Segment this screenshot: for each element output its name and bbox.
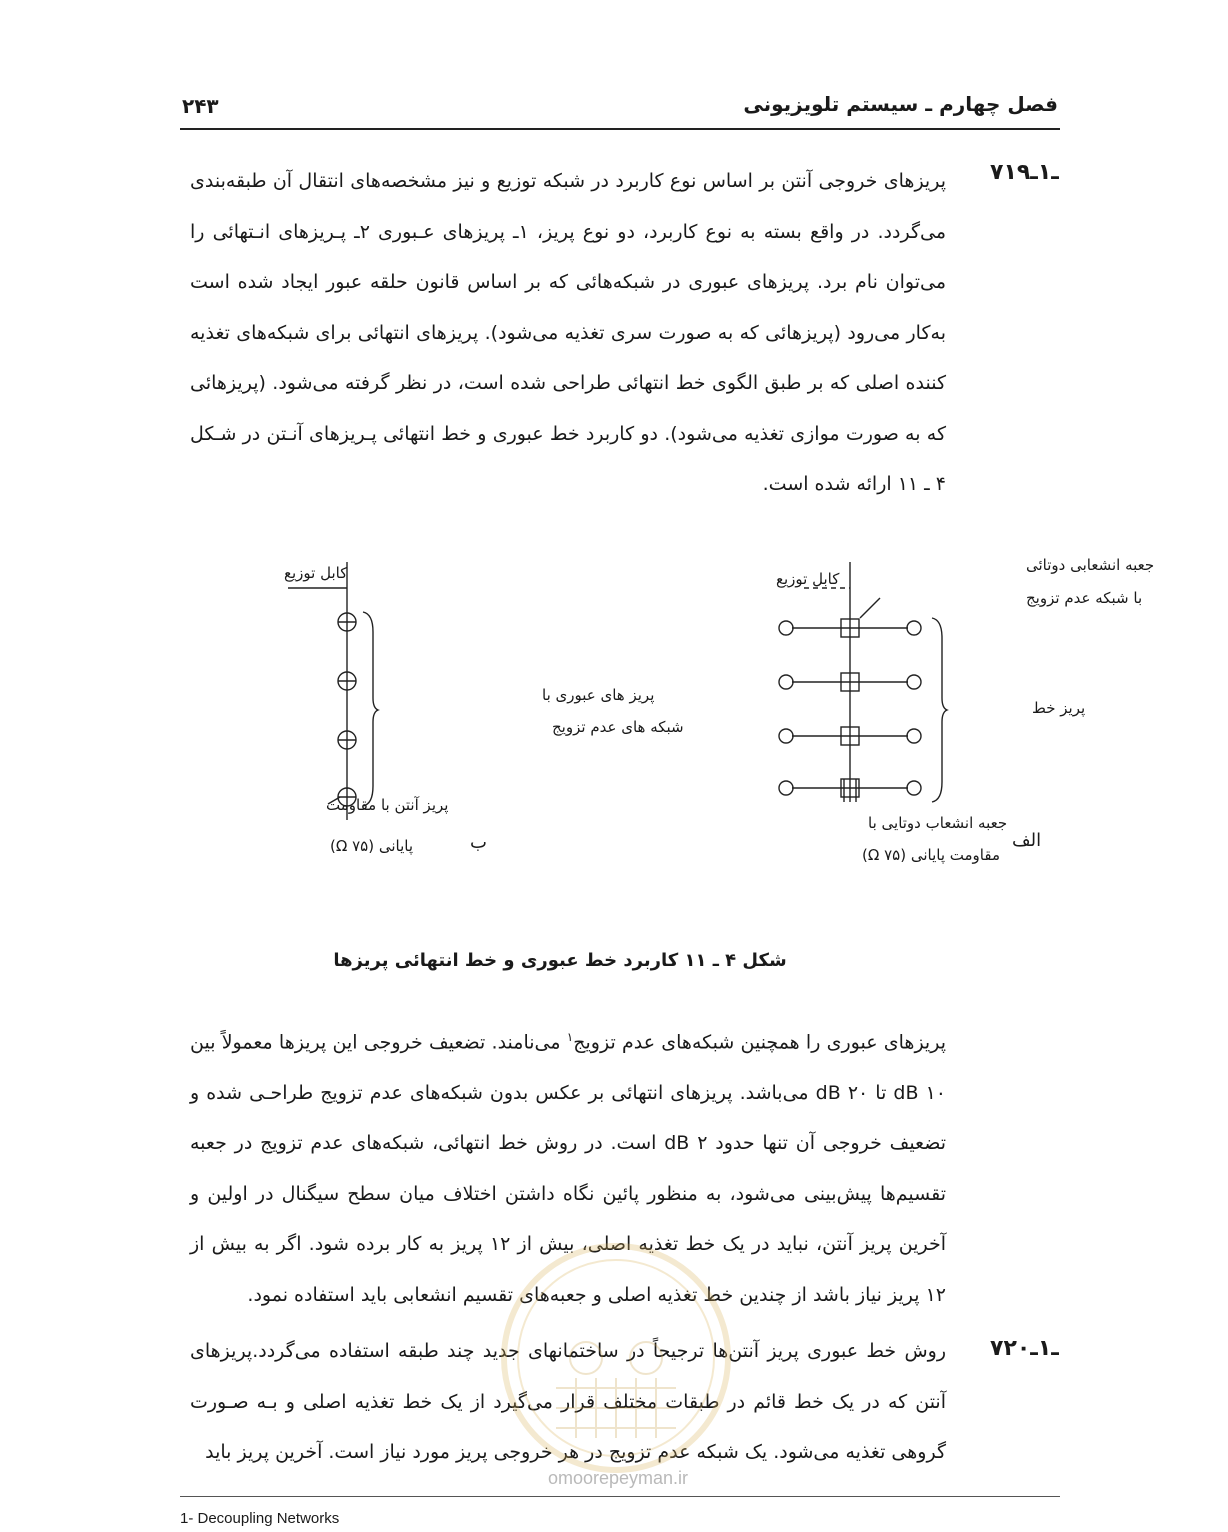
outlet-circle	[779, 675, 793, 689]
label-alef-end-2: مقاومت پایانی (۷۵ Ω)	[862, 846, 1000, 864]
outlet-circle	[779, 621, 793, 635]
section-19-text: پریزهای خروجی آنتن بر اساس نوع کاربرد در شبکه توزیع و نیز مشخصه‌های انتقال آن طبقه‌بندی می‌گردد. در واقع بسته به نوع کاربرد، دو نوع پریز، ۱ـ پریزهای عـبوری ۲ـ پـریزهای انـتهائی را می‌توان نام برد. پریزهای عبوری در شبکه‌هائی که بر اساس قانون حلقه عبور ایجاد شده است به‌کار می‌رود (پریزهائی که به صورت سری تغذیه می‌شود). پریزهای انتهائی برای شبکه‌های تغذیه کننده اصلی که بر طبق الگوی خط انتهائی طراحی شده است، در نظر گرفته می‌شود. (پریزهائی که به صورت موازی تغذیه می‌شود). دو کاربرد خط عبوری و خط انتهائی پـریزهای آنـتن در شـکل ۴ ـ ۱۱ ارائه شده است.	[190, 170, 946, 495]
figure-part-alef	[779, 562, 947, 802]
outlet-circle	[907, 781, 921, 795]
header-rule	[180, 128, 1060, 130]
brace	[363, 612, 378, 806]
outlet-circle	[779, 729, 793, 743]
figure-4-11	[180, 540, 1155, 890]
watermark-url: omoorepeyman.ir	[547, 1468, 689, 1488]
figure-part-b	[288, 562, 378, 820]
outlet-circle	[907, 621, 921, 635]
footnote: 1- Decoupling Networks	[180, 1510, 340, 1527]
label-b-end-2: پایانی (۷۵ Ω)	[330, 837, 414, 855]
label-alef-cable: کابل توزیع	[776, 570, 840, 588]
chapter-title: فصل چهارم ـ سیستم تلویزیونی	[743, 92, 1058, 116]
footnote-mark: ۱	[566, 1030, 574, 1044]
label-b-brace-1: پریز های عبوری با	[542, 686, 655, 704]
page-number: ۲۴۳	[182, 94, 219, 118]
outlet-circle	[779, 781, 793, 795]
label-alef-end-1: جعبه انشعاب دوتایی با	[868, 814, 1008, 832]
section-number-19: ۷ـ۱ـ۱۹	[990, 160, 1059, 185]
label-b-brace-2: شبکه های عدم تزویج	[552, 718, 684, 736]
label-alef-letter: الف	[1012, 830, 1042, 851]
label-b-cable: کابل توزیع	[284, 564, 348, 582]
section-number-20: ۷ـ۱ـ۲۰	[990, 1336, 1059, 1361]
brace	[932, 618, 947, 802]
section-19-paragraph	[190, 156, 946, 510]
figure-caption: شکل ۴ ـ ۱۱ کاربرد خط عبوری و خط انتهائی پریزها	[333, 950, 787, 971]
watermark-logo	[496, 1238, 736, 1478]
outlet-circle	[907, 729, 921, 743]
paragraph-2-part1: پریزهای عبوری را همچنین شبکه‌های عدم تزویج	[573, 1031, 946, 1054]
label-alef-brace: پریز خط	[1032, 699, 1086, 717]
label-b-letter: ب	[470, 832, 487, 853]
section-20-text: روش خط عبوری پریز آنتن‌ها ترجیحاً در ساختمانهای جدید چند طبقه استفاده می‌گردد.پریزهای آنتن که در یک خط قائم در طبقات مختلف قرار می‌گیرد از یک خط تغذیه اصلی و بـه صـورت گروهی تغذیه می‌شود. یک شبکه عدم تزویج در هر خروجی پریز مورد نیاز است. آخرین پریز باید	[190, 1340, 946, 1463]
outlet-circle	[907, 675, 921, 689]
label-alef-box-2: با شبکه عدم تزویج	[1026, 589, 1143, 607]
label-alef-box-1: جعبه انشعابی دوتائی	[1026, 556, 1155, 574]
box-pointer-line	[860, 598, 880, 618]
label-b-end-1: پریز آنتن با مقاومت	[326, 796, 449, 814]
page-header	[180, 86, 1060, 126]
footnote-rule	[180, 1496, 1060, 1497]
paragraph-2-part2: می‌نامند. تضعیف خروجی این پریزها معمولاً بین ۱۰ dB تا ۲۰ dB می‌باشد. پریزهای انتهائی بر عکس بدون شبکه‌های عدم تزویج طراحـی شده و تضعیف خروجی آن تنها حدود ۲ dB است. در روش خط انتهائی، شبکه‌های عدم تزویج در جعبه تقسیم‌ها پیش‌بینی می‌شود، به منظور پائین نگاه داشتن اختلاف میان سطح سیگنال در اولین و آخرین پریز آنتن، نباید در یک خط تغذیه اصلی، بیش از ۱۲ پریز به کار برده شود. اگر به بیش از ۱۲ پریز نیاز باشد از چندین خط تغذیه اصلی و جعبه‌های تقسیم انشعابی باید استفاده نمود.	[190, 1031, 947, 1306]
